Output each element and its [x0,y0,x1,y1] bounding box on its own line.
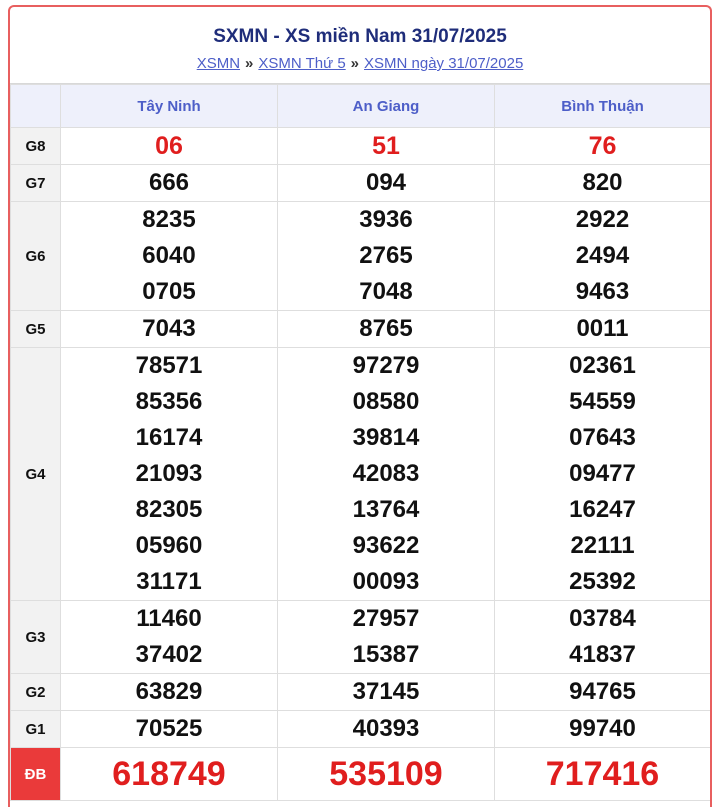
table-header-row [11,85,711,128]
result-number: 63829 [135,678,203,705]
result-number: 6040 [142,242,196,269]
result-number: 09477 [569,460,636,487]
result-cell [495,711,711,748]
result-cell [278,711,495,748]
prize-label: G5 [11,311,61,348]
result-number: 39814 [352,424,420,451]
table-row [11,165,711,202]
result-number: 8235 [142,206,196,233]
results-panel [8,5,712,807]
result-cell [61,202,278,311]
result-number: 7043 [142,315,196,342]
breadcrumb-separator: » [350,55,360,72]
result-cell [278,601,495,674]
result-number: 03784 [569,605,636,632]
table-row [11,348,711,601]
page-title: SXMN - XS miền Nam 31/07/2025 [213,26,507,47]
result-number: 2765 [359,242,413,269]
result-number: 0705 [142,278,196,305]
result-cell [61,748,278,801]
result-number: 2922 [575,206,630,233]
breadcrumb-link-xsmn[interactable]: XSMN [196,55,241,72]
result-cell [278,165,495,202]
result-number: 06 [155,132,183,160]
result-number: 22111 [570,532,635,559]
result-number: 76 [588,132,617,160]
result-number: 54559 [569,388,636,415]
result-number: 2494 [575,242,630,269]
result-cell [495,202,711,311]
result-number: 37402 [135,641,203,668]
result-number: 37145 [352,678,420,705]
result-number: 31171 [136,568,202,595]
result-cell [61,711,278,748]
result-number: 717416 [545,755,660,793]
result-number: 16247 [569,496,636,523]
prize-label: G2 [11,674,61,711]
table-row [11,748,711,801]
result-number: 16174 [135,424,203,451]
result-number: 42083 [352,460,420,487]
result-number: 7048 [359,278,413,305]
result-cell [278,311,495,348]
result-number: 93622 [352,532,420,559]
breadcrumb-link-xsmn-date[interactable]: XSMN ngày 31/07/2025 [364,55,524,72]
result-number: 666 [148,169,190,196]
prize-label: G8 [11,128,61,165]
result-cell [495,348,711,601]
breadcrumb [10,55,710,73]
result-cell [61,674,278,711]
result-number: 40393 [352,715,420,742]
result-number: 51 [372,132,400,160]
table-row [11,311,711,348]
table-row [11,674,711,711]
table-row [11,711,711,748]
table-row [11,128,711,165]
result-number: 05960 [135,532,203,559]
prize-label: G6 [11,202,61,311]
result-number: 41837 [569,641,636,668]
prize-label: G1 [11,711,61,748]
breadcrumb-link-xsmn-thu5[interactable]: XSMN Thứ 5 [258,55,346,72]
result-number: 8765 [359,315,413,342]
province-header[interactable]: Bình Thuận [495,85,711,128]
result-number: 618749 [112,755,226,793]
result-cell [278,202,495,311]
result-number: 15387 [352,641,420,668]
prize-label: G7 [11,165,61,202]
result-number: 0011 [576,315,629,342]
result-number: 21093 [135,460,203,487]
result-number: 94765 [569,678,636,705]
result-number: 82305 [135,496,203,523]
result-cell [61,165,278,202]
result-number: 9463 [575,278,630,305]
result-number: 97279 [352,352,420,379]
results-table [10,84,711,801]
result-number: 820 [582,169,623,196]
prize-label: ĐB [11,748,61,801]
result-number: 27957 [352,605,420,632]
result-cell [278,128,495,165]
result-number: 094 [365,169,407,196]
result-cell [278,748,495,801]
prize-label: G3 [11,601,61,674]
results-header [10,7,710,84]
result-cell [495,128,711,165]
result-number: 13764 [352,496,420,523]
result-cell [61,348,278,601]
result-number: 99740 [569,715,636,742]
result-number: 00093 [352,568,420,595]
result-number: 25392 [569,568,636,595]
result-cell [61,601,278,674]
result-cell [61,311,278,348]
corner-cell [11,85,61,128]
result-number: 535109 [329,755,443,793]
result-cell [278,348,495,601]
result-cell [495,748,711,801]
result-number: 07643 [569,424,636,451]
prize-label: G4 [11,348,61,601]
result-number: 3936 [359,206,413,233]
province-header[interactable]: An Giang [278,85,495,128]
result-number: 02361 [569,352,636,379]
result-cell [495,674,711,711]
result-number: 70525 [135,715,203,742]
province-header[interactable]: Tây Ninh [61,85,278,128]
result-number: 11460 [136,605,202,632]
table-row [11,601,711,674]
breadcrumb-separator: » [245,55,254,72]
result-cell [61,128,278,165]
result-cell [495,311,711,348]
result-number: 78571 [135,352,203,379]
table-row [11,202,711,311]
result-number: 85356 [135,388,203,415]
result-number: 08580 [352,388,420,415]
result-cell [278,674,495,711]
result-cell [495,165,711,202]
result-cell [495,601,711,674]
